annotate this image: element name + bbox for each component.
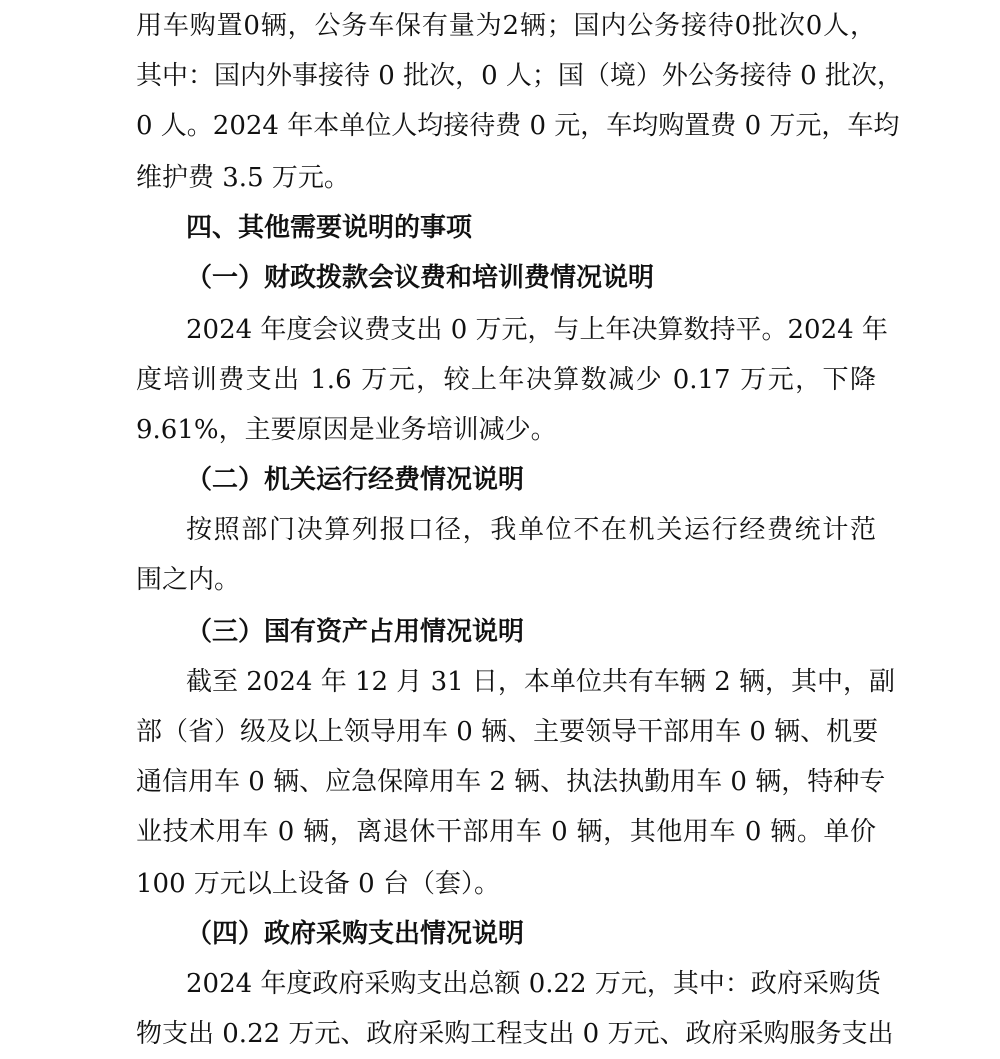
- subsection-heading-3: （三）国有资产占用情况说明: [186, 617, 525, 647]
- subsection-heading-1: （一）财政拨款会议费和培训费情况说明: [186, 263, 655, 293]
- paragraph-line: 100 万元以上设备 0 台（套）。: [136, 869, 500, 899]
- paragraph-line: 其中：国内外事接待 0 批次，0 人；国（境）外公务接待 0 批次，: [136, 61, 903, 91]
- paragraph-line: 维护费 3.5 万元。: [136, 163, 350, 193]
- paragraph-line: 用车购置0辆，公务车保有量为2辆；国内公务接待0批次0人，: [136, 11, 876, 41]
- paragraph-line: 按照部门决算列报口径，我单位不在机关运行经费统计范: [186, 515, 876, 545]
- paragraph-line: 通信用车 0 辆、应急保障用车 2 辆、执法执勤用车 0 辆，特种专: [136, 767, 886, 797]
- paragraph-line: 围之内。: [136, 565, 241, 595]
- paragraph-line: 业技术用车 0 辆，离退休干部用车 0 辆，其他用车 0 辆。单价: [136, 817, 876, 847]
- paragraph-line: 部（省）级及以上领导用车 0 辆、主要领导干部用车 0 辆、机要: [136, 717, 879, 747]
- paragraph-line: 2024 年度政府采购支出总额 0.22 万元，其中：政府采购货: [186, 969, 881, 999]
- paragraph-line: 截至 2024 年 12 月 31 日，本单位共有车辆 2 辆，其中，副: [186, 667, 895, 697]
- paragraph-line: 9.61%，主要原因是业务培训减少。: [136, 415, 557, 445]
- paragraph-line: 度培训费支出 1.6 万元，较上年决算数减少 0.17 万元，下降: [136, 365, 876, 395]
- section-heading: 四、其他需要说明的事项: [186, 213, 473, 243]
- subsection-heading-4: （四）政府采购支出情况说明: [186, 919, 525, 949]
- subsection-heading-2: （二）机关运行经费情况说明: [186, 465, 525, 495]
- paragraph-line: 0 人。2024 年本单位人均接待费 0 元，车均购置费 0 万元，车均: [136, 111, 900, 141]
- paragraph-line: 2024 年度会议费支出 0 万元，与上年决算数持平。2024 年: [186, 315, 888, 345]
- paragraph-line: 物支出 0.22 万元、政府采购工程支出 0 万元、政府采购服务支出: [136, 1019, 894, 1049]
